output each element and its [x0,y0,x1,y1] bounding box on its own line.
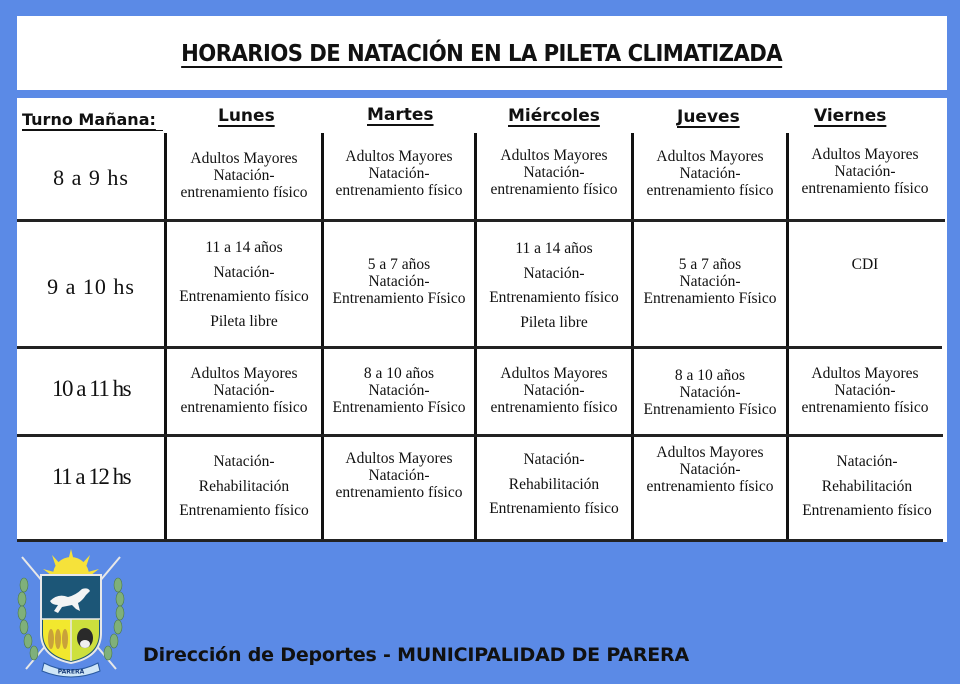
class-cell-thu-10: 8 a 10 años Natación- Entrenamiento Físico [643,367,777,418]
day-header-miercoles: Miércoles [508,106,600,126]
class-cell-fri-11: Natación- Rehabilitación Entrenamiento físico [802,453,932,519]
grid-hline [17,539,943,542]
class-cell-fri-8: Adultos Mayores Natación- entrenamiento físico [801,146,929,197]
time-slot-11-12: 11 a 12 hs [51,464,131,489]
shift-label-underline [22,130,163,131]
time-slot-8-9: 8 a 9 hs [53,165,129,190]
class-cell-thu-11: Adultos Mayores Natación- entrenamiento físico [646,444,774,495]
class-cell-wed-11: Natación- Rehabilitación Entrenamiento físico [489,451,619,517]
day-header-jueves: Jueves [677,107,740,127]
class-cell-mon-11: Natación- Rehabilitación Entrenamiento físico [179,453,309,519]
class-cell-mon-9: 11 a 14 años Natación- Entrenamiento físico Pileta libre [179,239,309,330]
class-cell-tue-8: Adultos Mayores Natación- entrenamiento físico [335,148,463,199]
class-cell-wed-10: Adultos Mayores Natación- entrenamiento físico [490,365,618,416]
class-cell-thu-8: Adultos Mayores Natación- entrenamiento físico [646,148,774,199]
class-cell-thu-9: 5 a 7 años Natación- Entrenamiento Físico [643,256,777,307]
page-title: HORARIOS DE NATACIÓN EN LA PILETA CLIMATIZADA [181,41,783,67]
schedule-table [17,98,947,542]
municipal-coat-of-arms-icon [8,545,133,680]
class-cell-tue-10: 8 a 10 años Natación- Entrenamiento Físico [332,365,466,416]
class-cell-wed-9: 11 a 14 años Natación- Entrenamiento físico Pileta libre [489,240,619,331]
class-cell-fri-9: CDI [851,256,879,273]
class-cell-wed-8: Adultos Mayores Natación- entrenamiento físico [490,147,618,198]
day-header-viernes: Viernes [814,106,887,126]
class-cell-fri-10: Adultos Mayores Natación- entrenamiento físico [801,365,929,416]
class-cell-tue-9: 5 a 7 años Natación- Entrenamiento Físico [332,256,466,307]
class-cell-mon-10: Adultos Mayores Natación- entrenamiento físico [180,365,308,416]
class-cell-mon-8: Adultos Mayores Natación- entrenamiento físico [180,150,308,201]
day-header-martes: Martes [367,105,434,125]
day-header-lunes: Lunes [218,106,275,126]
time-slot-10-11: 10 a 11 hs [51,376,131,401]
time-slot-9-10: 9 a 10 hs [47,274,135,299]
class-cell-tue-11: Adultos Mayores Natación- entrenamiento físico [335,450,463,501]
svg-text:PARERA: PARERA [57,668,85,676]
footer-text: Dirección de Deportes - MUNICIPALIDAD DE PARERA [143,644,689,666]
title-panel [17,16,947,90]
shift-label: Turno Mañana: [22,110,156,129]
